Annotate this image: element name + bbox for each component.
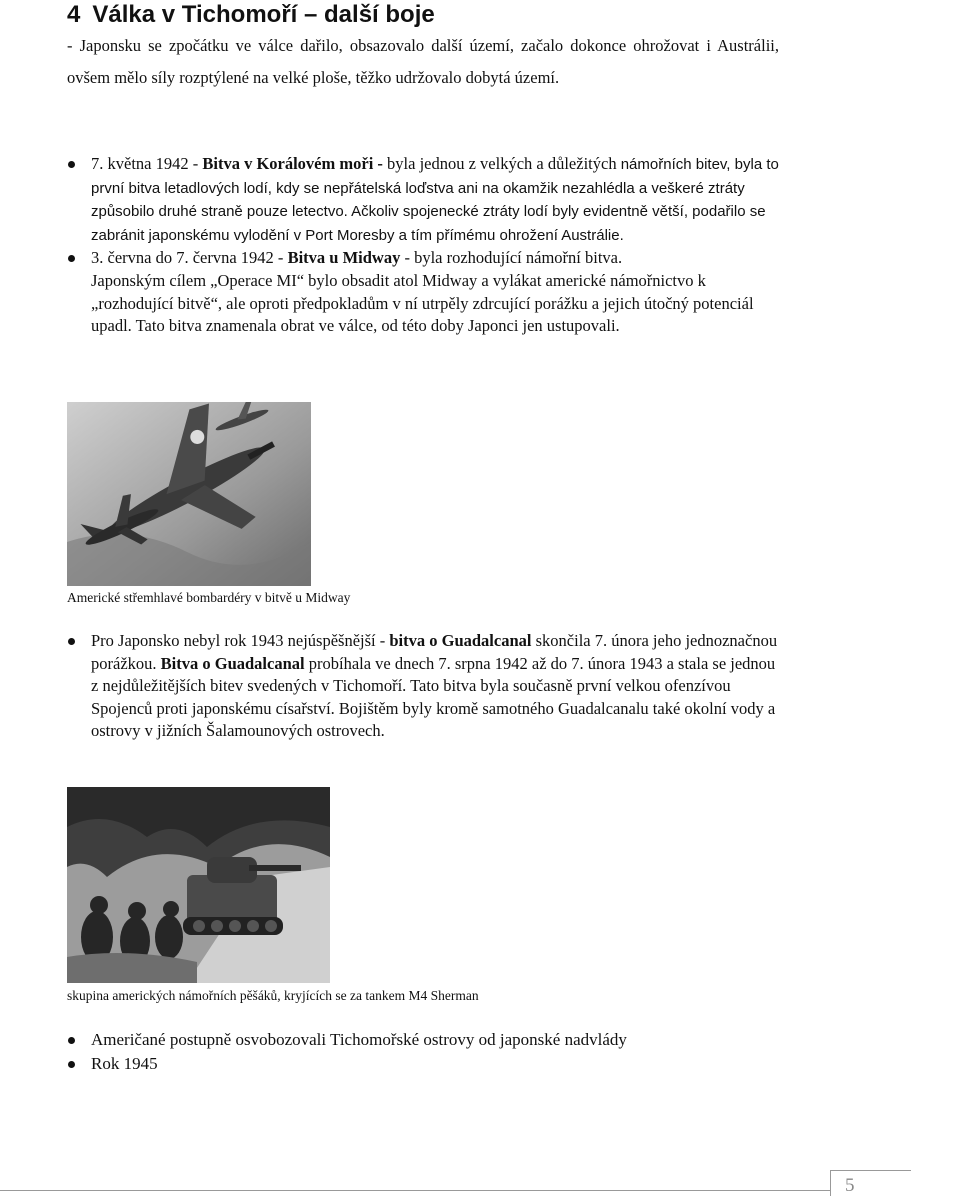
section-heading: [67, 0, 435, 30]
guadalcanal-text-1: Pro Japonsko nebyl rok 1943 nejúspěšnější -: [91, 631, 390, 650]
guadalcanal-item: [67, 630, 781, 743]
marines-tank-photo: [67, 787, 330, 983]
footer-line: [0, 1190, 830, 1191]
midway-item: [67, 247, 779, 337]
guadalcanal-bold-2: Bitva o Guadalcanal: [160, 653, 305, 673]
page-number-box: [830, 1170, 911, 1196]
final-list: [67, 1028, 781, 1076]
coral-sea-description: námořních bitev, byla to první bitva letadlových lodí, kdy se nepřátelská loďstva ani na okamžik nezahlédla a veškeré ztráty způsobilo druhé straně pouze letectvo. Ačkoliv spojenecké ztráty lodí byly evidentně větší, podařilo se zabránit japonskému vylodění v Port Moresby a tím přímému ohrožení Austrálie.: [91, 156, 779, 244]
coral-sea-date: 7. května 1942 -: [91, 154, 203, 173]
midway-text: - byla rozhodující námořní bitva.: [400, 248, 623, 268]
marines-tank-caption: skupina amerických námořních pěšáků, kryjících se za tankem M4 Sherman: [67, 988, 479, 1003]
dive-bombers-caption: Americké střemhlavé bombardéry v bitvě u Midway: [67, 590, 351, 605]
intro-paragraph: - Japonsku se zpočátku ve válce dařilo, obsazovalo další území, začalo dokonce ohrožovat i Austrálii, ovšem mělo síly rozptýlené na velké ploše, těžko udržovalo dobytá území.: [67, 36, 779, 87]
dive-bombers-image: [67, 402, 311, 586]
midway-title: Bitva u Midway: [287, 248, 401, 268]
final-item-2: Rok 1945: [67, 1052, 781, 1076]
guadalcanal-bold-1: bitva o Guadalcanal: [389, 631, 532, 650]
midway-date: 3. června do 7. června 1942 -: [91, 248, 288, 268]
coral-sea-item: [67, 153, 779, 247]
coral-sea-title: Bitva v Korálovém moři -: [202, 154, 388, 173]
coral-sea-text: byla jednou z velkých a důležitých: [387, 154, 617, 173]
section-number: 4: [67, 1, 81, 28]
dive-bombers-photo: [67, 402, 311, 586]
midway-description: Japonským cílem „Operace MI“ bylo obsadit atol Midway a vylákat americké námořnictvo k „rozhodující bitvě“, ale oproti předpokladům v ní utrpěly zdrcující porážku a jejich útočný potenciál upadl. Tato bitva znamenala obrat ve válce, od této doby Japonci jen ustupovali.: [91, 270, 754, 336]
guadalcanal-text-3: probíhala ve dnech 7. srpna 1942 až do 7. února 1943 a stala se jednou z nejdůležitějších bitev svedených v Tichomoří. Tato bitva byla současně první velkou ofenzívou Spojenců proti japonskému císařství. Bojištěm byly kromě samotného Guadalcanalu také okolní vody a ostrovy v jižních Šalamounových ostrovech.: [91, 653, 776, 741]
page-number: 5: [845, 1175, 855, 1196]
guadalcanal-text-2: skončila 7. února jeho jednoznačnou porážkou.: [91, 631, 778, 673]
guadalcanal-list: [67, 630, 781, 743]
section-title: Válka v Tichomoří – další boje: [92, 1, 435, 28]
battles-list: [67, 153, 779, 338]
final-item-1: Američané postupně osvobozovali Tichomořské ostrovy od japonské nadvlády: [67, 1028, 781, 1052]
marines-tank-image: [67, 787, 330, 983]
